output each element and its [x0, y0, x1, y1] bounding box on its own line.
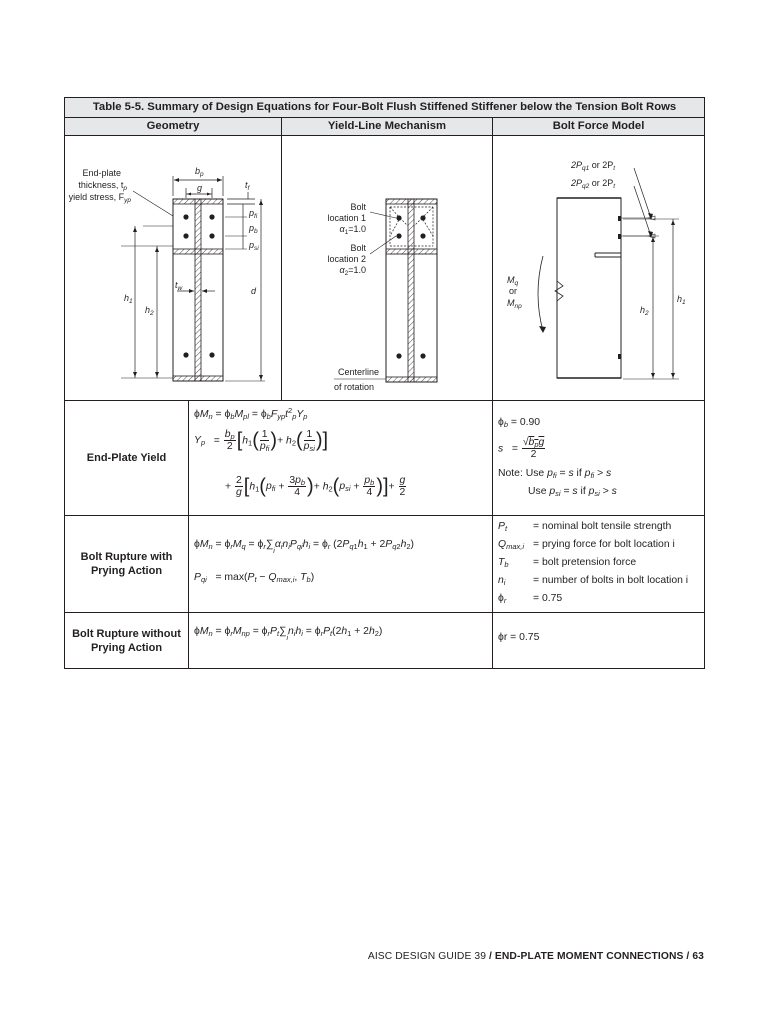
svg-text:Bolt: Bolt: [350, 202, 366, 212]
bolt: [183, 214, 188, 219]
rupture-no-prying-notes: ϕr = 0.75: [493, 613, 705, 669]
note-label-2: Use: [528, 486, 547, 497]
svg-text:α2=1.0: $\alpha_2=1.0$: [339, 265, 366, 277]
svg-text:thickness, tp: thickness, $t_p$: [78, 180, 127, 192]
svg-text:location 1: location 1: [327, 213, 366, 223]
note-label: Note: Use: [498, 468, 545, 479]
svg-text:α1=1.0: $\alpha_1=1.0$: [339, 224, 366, 236]
rupture-prying-definitions: $P_t$ = nominal bolt tensile strength $Q_{max,i}$ = prying force for bolt location i $T_b$ = bolt pretension force $n_i$ = number of bolts in bolt location i $\phi_r$ = 0.75: [493, 516, 705, 613]
row-label-endplate-yield: End-Plate Yield: [65, 401, 189, 516]
svg-text:pfi: $p_{fi}$: [249, 208, 258, 220]
bolt: [183, 352, 188, 357]
endplate-yield-equations: $\phi M_n = \phi_bM_{pl} = \phi_bF_{yp}t^2_pY_p$ $Y_p$ = $\frac{b_p}{2}$ [$h_1$( $\frac{1}{p_{fi}}$ )+ $h_2$( $\frac{1}{p_{si}}$ )] + $\frac{2}{g}$ [$h_1(p_{fi}$ + $\frac{3p_b}{4}$ )+ $h_2(p_{si}$ + $\frac{p_b}{4}$ )]+ $\frac{g}{2}$: [189, 401, 493, 516]
svg-text:of rotation: of rotation: [334, 382, 375, 392]
table-title: Table 5-5. Summary of Design Equations for Four-Bolt Flush Stiffened Stiffener below the Tension Bolt Rows: [65, 98, 705, 118]
svg-text:h1: $h_1$: [677, 294, 686, 306]
bolt: [209, 352, 214, 357]
svg-text:2Pq2 or 2Pt: $2P_{q2}$ or $2P_t$: [571, 178, 616, 190]
svg-text:psi: $p_{si}$: [249, 240, 259, 252]
bolt-force-figure: [493, 136, 705, 401]
svg-text:2Pq1 or 2Pt: $2P_{q1}$ or $2P_t$: [571, 160, 616, 172]
svg-text:End-plate: End-plate: [82, 168, 121, 178]
yield-line-drawing: [282, 136, 493, 400]
page-footer: AISC DESIGN GUIDE 39 / END-PLATE MOMENT CONNECTIONS / 63: [367, 951, 704, 962]
svg-text:location 2: location 2: [327, 254, 366, 264]
geometry-drawing: [65, 136, 281, 400]
web: [195, 199, 201, 381]
svg-text:h2: $h_2$: [145, 305, 154, 317]
svg-text:tw: $t_w$: [175, 280, 183, 292]
geometry-figure: [65, 136, 282, 401]
svg-text:tf: $t_f$: [245, 180, 250, 192]
bolt: [209, 233, 214, 238]
svg-text:h2: $h_2$: [640, 305, 649, 317]
row-label-rupture-prying: Bolt Rupture with Prying Action: [65, 516, 189, 613]
header-yield-line: Yield-Line Mechanism: [282, 118, 493, 136]
svg-text:pb: $p_b$: [249, 223, 258, 235]
endplate-yield-notes: $\phi_b = 0.90$ s = $\frac{√b_pg}{2}$ Note: Use $p_{fi} = s$ if $p_{fi} > s$ Use $p_{si} = s$ if $p_{si} > s$: [493, 401, 705, 516]
bolt-force-drawing: [493, 136, 705, 400]
equations-table: [64, 97, 705, 669]
header-bolt-force: Bolt Force Model: [493, 118, 705, 136]
svg-text:or: or: [509, 286, 518, 296]
svg-text:g: g: [197, 183, 203, 193]
svg-text:d: d: [251, 286, 257, 296]
rupture-prying-equations: $\phi M_n = \phi_rM_q = \phi_r\sum_i\alpha_in_iP_{qi}h_i = \phi_r$ $(2P_{q1}h_1 + 2P_{q2}h_2)$ $P_{qi} = \max(P_t - Q_{max,i}$, $T_b$): [189, 516, 493, 613]
design-table: [64, 97, 704, 656]
svg-text:bp: $b_p$: [195, 166, 204, 178]
svg-text:yield stress, Fyp: yield stress, $F_{yp}$: [68, 192, 131, 204]
rupture-no-prying-equations: $\phi M_n = \phi_rM_{np} = \phi_rP_t\sum_in_ih_i = \phi_rP_t(2h_1 + 2h_2)$: [189, 613, 493, 669]
svg-text:h1: $h_1$: [124, 293, 133, 305]
row-label-rupture-no-prying: Bolt Rupture without Prying Action: [65, 613, 189, 669]
svg-text:Mnp: $M_{np}$: [507, 298, 522, 310]
svg-text:Mq: $M_q$: [507, 275, 519, 287]
svg-text:Centerline: Centerline: [338, 367, 380, 377]
bolt: [209, 214, 214, 219]
svg-text:Bolt: Bolt: [350, 243, 366, 253]
yield-line-figure: [282, 136, 493, 401]
header-geometry: Geometry: [65, 118, 282, 136]
bolt: [183, 233, 188, 238]
